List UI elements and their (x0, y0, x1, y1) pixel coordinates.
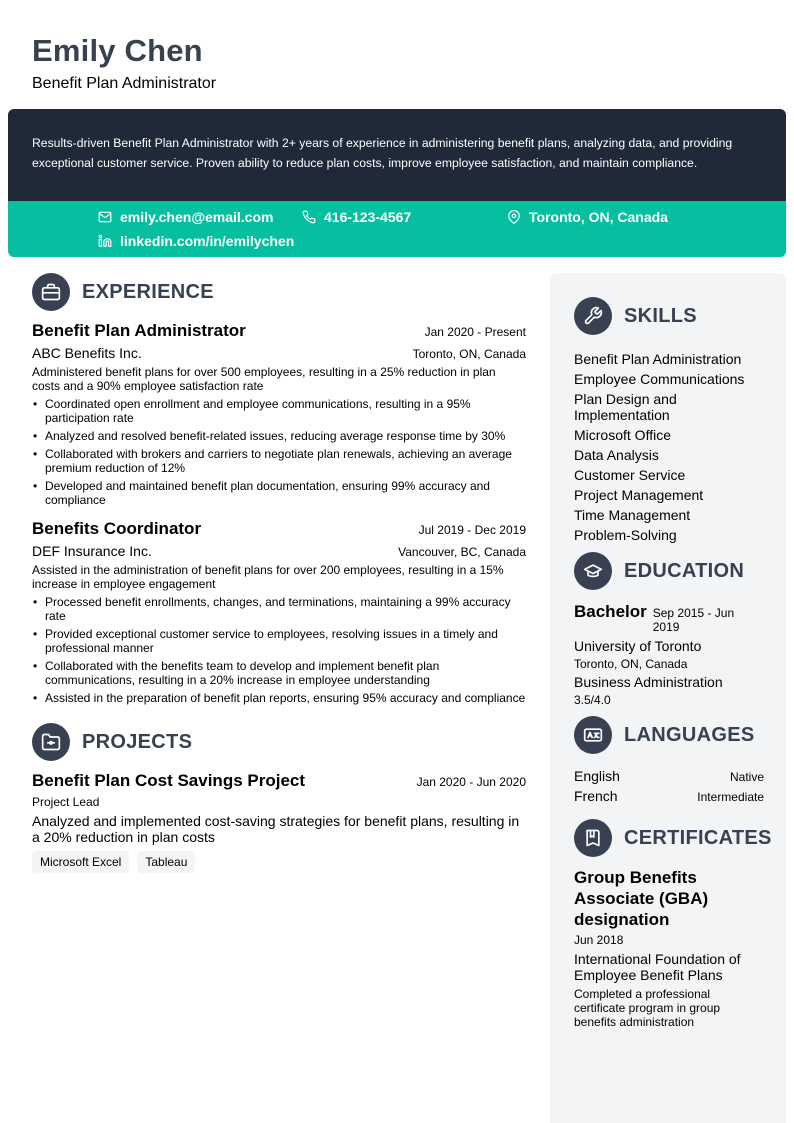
folder-icon (32, 723, 70, 761)
skill-item: Time Management (574, 507, 691, 523)
graduation-cap-icon (574, 552, 612, 590)
job-bullet: • Provided exceptional customer service to employees, resolving issues in a timely and professional manner (32, 627, 526, 655)
experience-header (32, 273, 526, 311)
skills-title: SKILLS (624, 304, 697, 327)
contact-location (507, 209, 668, 225)
language-icon (574, 716, 612, 754)
languages-title: LANGUAGES (624, 723, 755, 746)
job-bullet: • Coordinated open enrollment and employee communications, resulting in a 95% participation rate (32, 397, 526, 425)
language-level: Native (729, 770, 764, 784)
experience-item (32, 321, 526, 507)
project-tag: Tableau (137, 851, 195, 873)
briefcase-icon (32, 273, 70, 311)
experience-title: EXPERIENCE (82, 280, 214, 303)
education-header (574, 552, 764, 590)
certificates-title: CERTIFICATES (624, 826, 772, 849)
job-bullet: • Developed and maintained benefit plan documentation, ensuring 99% accuracy and compliance (32, 479, 526, 507)
job-description: Administered benefit plans for over 500 employees, resulting in a 25% reduction in plan costs and a 90% employee satisfaction rate (32, 365, 496, 393)
skill-item: Data Analysis (574, 447, 659, 463)
project-title: Benefit Plan Cost Savings Project (32, 771, 306, 790)
job-location: Vancouver, BC, Canada (398, 545, 526, 559)
education-title: EDUCATION (624, 559, 745, 582)
skills-list (574, 351, 764, 543)
contact-bar (8, 201, 786, 257)
job-description: Assisted in the administration of benefit plans for over 200 employees, resulting in a 15% increase in employee engagement (32, 563, 504, 591)
contact-email[interactable] (98, 209, 273, 225)
book-icon (574, 819, 612, 857)
map-pin-icon (507, 210, 521, 224)
education-school: University of Toronto (574, 638, 702, 654)
certificate-date: Jun 2018 (574, 933, 624, 947)
candidate-name: Emily Chen (32, 33, 203, 68)
skill-item: Employee Communications (574, 371, 745, 387)
project-description: Analyzed and implemented cost-saving strategies for benefit plans, resulting in a 20% reduction in plan costs (32, 813, 520, 845)
language-name: English (574, 768, 620, 784)
certificate-description: Completed a professional certificate program in group benefits administration (574, 987, 721, 1029)
phone-icon (302, 210, 316, 224)
education-degree: Bachelor (574, 602, 647, 621)
candidate-title: Benefit Plan Administrator (32, 75, 217, 92)
sidebar (550, 273, 786, 1123)
wrench-icon (574, 297, 612, 335)
job-role: Benefit Plan Administrator (32, 321, 246, 340)
skills-header (574, 297, 764, 335)
job-bullet: • Processed benefit enrollments, changes, and terminations, maintaining a 99% accuracy rate (32, 595, 526, 623)
education-dates: Sep 2015 - Jun 2019 (652, 606, 735, 634)
job-bullet: • Collaborated with the benefits team to develop and implement benefit plan communications, resulting in a 20% increase in employee understanding (32, 659, 526, 687)
contact-phone[interactable] (302, 209, 411, 225)
job-bullets (32, 595, 526, 705)
phone-text: 416-123-4567 (324, 209, 412, 225)
job-company: ABC Benefits Inc. (32, 345, 142, 361)
certificates-section (574, 819, 772, 1029)
job-bullets (32, 397, 526, 507)
job-dates: Jan 2020 - Present (424, 325, 526, 339)
job-location: Toronto, ON, Canada (412, 347, 526, 361)
certificates-header (574, 819, 772, 857)
project-tags (32, 851, 526, 873)
skill-item: Problem-Solving (574, 527, 677, 543)
mail-icon (98, 210, 112, 224)
project-dates: Jan 2020 - Jun 2020 (416, 775, 526, 789)
skill-item: Benefit Plan Administration (574, 351, 742, 367)
language-item (574, 788, 764, 804)
skill-item: Microsoft Office (574, 427, 671, 443)
job-company: DEF Insurance Inc. (32, 543, 152, 559)
projects-header (32, 723, 526, 761)
languages-header (574, 716, 764, 754)
language-name: French (574, 788, 618, 804)
linkedin-text: linkedin.com/in/emilychen (120, 233, 295, 249)
certificate-item (574, 867, 764, 1029)
contact-linkedin[interactable] (98, 233, 294, 249)
education-field: Business Administration (574, 674, 723, 690)
languages-section (574, 716, 764, 808)
summary-panel (8, 109, 786, 201)
job-bullet: • Analyzed and resolved benefit-related issues, reducing average response time by 30% (32, 429, 526, 443)
job-bullet: • Collaborated with brokers and carriers to negotiate plan renewals, achieving an average premium reduction of 12% (32, 447, 526, 475)
linkedin-icon (98, 234, 112, 248)
skill-item: Plan Design and Implementation (574, 391, 677, 423)
education-location: Toronto, ON, Canada (574, 657, 688, 671)
education-section (574, 552, 764, 707)
email-text: emily.chen@email.com (120, 209, 274, 225)
education-gpa: 3.5/4.0 (574, 693, 611, 707)
language-level: Intermediate (697, 790, 764, 804)
summary-text: Results-driven Benefit Plan Administrator with 2+ years of experience in administering benefit plans, analyzing data, and providing exceptional customer service. Proven ability to reduce plan costs, improve employee satisfaction, and maintain compliance. (32, 136, 733, 170)
project-tag: Microsoft Excel (32, 851, 129, 873)
job-dates: Jul 2019 - Dec 2019 (418, 523, 526, 537)
skill-item: Customer Service (574, 467, 686, 483)
skill-item: Project Management (574, 487, 704, 503)
projects-title: PROJECTS (82, 730, 193, 753)
job-bullet: • Assisted in the preparation of benefit plan reports, ensuring 95% accuracy and compliance (32, 691, 526, 705)
education-item (574, 602, 764, 707)
location-text: Toronto, ON, Canada (529, 209, 668, 225)
project-item (32, 771, 526, 873)
job-role: Benefits Coordinator (32, 519, 202, 538)
languages-list (574, 768, 764, 804)
skills-section (574, 297, 764, 547)
main-column (32, 273, 526, 873)
certificate-issuer: International Foundation of Employee Benefit Plans (574, 951, 741, 983)
language-item (574, 768, 764, 784)
experience-item (32, 519, 526, 705)
certificate-title: Group Benefits Associate (GBA) designation (574, 868, 709, 929)
project-role: Project Lead (32, 795, 100, 809)
